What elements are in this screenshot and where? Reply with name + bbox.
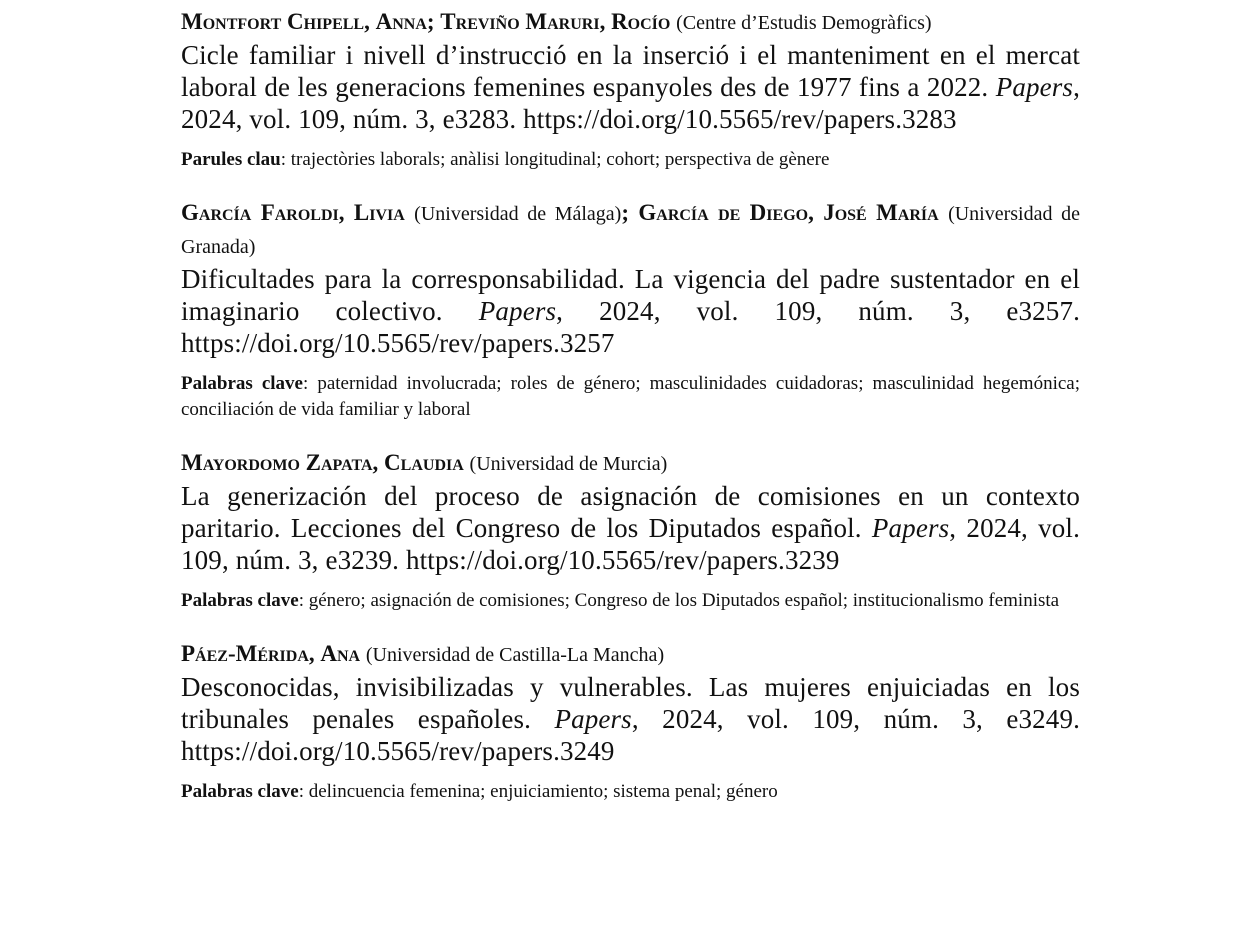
author-line: Mayordomo Zapata, Claudia (Universidad de Murcia) (181, 450, 668, 475)
author-affiliation: (Centre d’Estudis Demogràfics) (676, 12, 932, 34)
keywords-line (181, 371, 1080, 423)
article-reference (181, 39, 1080, 135)
journal-name: Papers (554, 704, 632, 734)
keywords-label: Palabras clave (181, 590, 299, 611)
bibliography-page (181, 6, 1080, 829)
keywords-text: : paternidad involucrada; roles de género; masculinidades cuidadoras; masculinidad hegemónica; conciliación de vida familiar y laboral (181, 373, 1080, 420)
author-line: Páez-Mérida, Ana (Universidad de Castilla-La Mancha) (181, 641, 665, 666)
citation-details: , 2024, vol. 109, núm. 3, e3249. https://doi.org/10.5565/rev/papers.3249 (181, 704, 1080, 766)
journal-name: Papers (871, 513, 950, 543)
author-line: García Faroldi, Livia (Universidad de Málaga); García de Diego, José María (Universidad de Granada) (181, 200, 1080, 258)
keywords-line (181, 588, 1080, 614)
article-title: La generización del proceso de asignación de comisiones en un contexto paritario. Lecciones del Congreso de los Diputados español. (181, 481, 1080, 543)
author-surname: Mayordomo Zapata (181, 450, 373, 475)
bibliography-entry (181, 6, 1080, 173)
keywords-label: Palabras clave (181, 373, 303, 394)
journal-name: Papers (478, 296, 557, 326)
journal-name: Papers (995, 72, 1074, 102)
keywords-label: Parules clau (181, 149, 281, 170)
author-given-name: Claudia (384, 450, 464, 475)
author-given-name: José María (823, 200, 939, 225)
bibliography-entry (181, 447, 1080, 614)
author-surname: García Faroldi (181, 200, 339, 225)
bibliography-entry (181, 638, 1080, 805)
author-affiliation: (Universidad de Castilla-La Mancha) (365, 644, 665, 666)
author-given-name: Ana (320, 641, 361, 666)
author-surname: Treviño Maruri (440, 9, 600, 34)
article-reference (181, 480, 1080, 576)
article-reference (181, 263, 1080, 359)
author-affiliation: (Universidad de Granada) (181, 203, 1080, 258)
bibliography-entry (181, 197, 1080, 423)
article-title: Cicle familiar i nivell d’instrucció en la inserció i el manteniment en el mercat laboral de les generacions femenines espanyoles des de 1977 fins a 2022. (181, 40, 1080, 102)
article-title: Dificultades para la corresponsabilidad. La vigencia del padre sustentador en el imaginario colectivo. (181, 264, 1080, 326)
author-surname: García de Diego (638, 200, 809, 225)
keywords-label: Palabras clave (181, 781, 299, 802)
author-given-name: Livia (353, 200, 405, 225)
citation-details: , 2024, vol. 109, núm. 3, e3283. https://doi.org/10.5565/rev/papers.3283 (181, 72, 1080, 134)
author-affiliation: (Universidad de Málaga) (414, 203, 622, 225)
author-surname: Montfort Chipell (181, 9, 365, 34)
keywords-text: : trajectòries laborals; anàlisi longitudinal; cohort; perspectiva de gènere (280, 149, 830, 170)
author-line: Montfort Chipell, Anna; Treviño Maruri, Rocío (Centre d’Estudis Demogràfics) (181, 9, 932, 34)
article-title: Desconocidas, invisibilizadas y vulnerables. Las mujeres enjuiciadas en los tribunales penales españoles. (181, 672, 1080, 734)
citation-details: , 2024, vol. 109, núm. 3, e3257. https://doi.org/10.5565/rev/papers.3257 (181, 296, 1081, 358)
author-given-name: Rocío (611, 9, 671, 34)
citation-details: , 2024, vol. 109, núm. 3, e3239. https://doi.org/10.5565/rev/papers.3239 (181, 513, 1080, 575)
keywords-text: : género; asignación de comisiones; Congreso de los Diputados español; institucionalismo feminista (298, 590, 1060, 611)
keywords-line (181, 147, 1080, 173)
keywords-text: : delincuencia femenina; enjuiciamiento; sistema penal; género (298, 781, 778, 802)
author-surname: Páez-Mérida (181, 641, 309, 666)
author-affiliation: (Universidad de Murcia) (469, 453, 668, 475)
keywords-line (181, 779, 1080, 805)
article-reference (181, 671, 1080, 767)
author-given-name: Anna (375, 9, 427, 34)
